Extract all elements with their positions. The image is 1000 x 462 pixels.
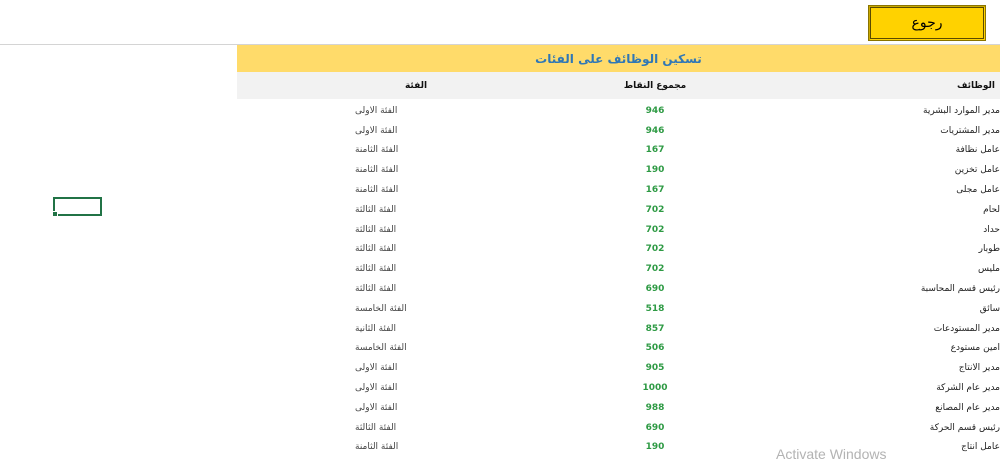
cell-category[interactable]: الفئة الاولى <box>355 383 398 394</box>
table-row[interactable] <box>237 220 1000 240</box>
cell-points[interactable]: 946 <box>645 105 665 116</box>
table-header <box>237 72 1000 99</box>
table-row[interactable] <box>237 121 1000 141</box>
cell-points[interactable]: 190 <box>645 165 665 176</box>
fill-handle[interactable] <box>52 211 58 217</box>
table-row[interactable] <box>237 160 1000 180</box>
table-row[interactable] <box>237 398 1000 418</box>
cell-job[interactable]: رئيس قسم الحركة <box>929 422 1000 433</box>
back-button[interactable]: رجوع <box>868 5 986 41</box>
cell-job[interactable]: مدير المستودعات <box>933 323 1000 334</box>
cell-points[interactable]: 190 <box>645 442 665 453</box>
cell-job[interactable]: حداد <box>983 224 1000 235</box>
table-row[interactable] <box>237 200 1000 220</box>
jobs-table <box>237 45 1000 457</box>
cell-points[interactable]: 905 <box>645 363 665 374</box>
cell-category[interactable]: الفئة الثامنة <box>355 145 399 156</box>
header-category: الفئة <box>404 80 428 91</box>
cell-points[interactable]: 506 <box>645 343 665 354</box>
cell-job[interactable]: طوبار <box>978 244 1000 255</box>
cell-category[interactable]: الفئة الاولى <box>355 402 398 413</box>
cell-job[interactable]: مدير عام الشركة <box>936 383 1000 394</box>
activate-windows-watermark: Activate Windows <box>776 446 887 462</box>
cell-points[interactable]: 702 <box>645 204 665 215</box>
cell-category[interactable]: الفئة الخامسة <box>355 303 407 314</box>
table-body <box>237 99 1000 457</box>
cell-job[interactable]: مدير الانتاج <box>958 363 1000 374</box>
cell-job[interactable]: مدير عام المصانع <box>935 402 1000 413</box>
cell-job[interactable]: عامل نظافة <box>955 145 1000 156</box>
cell-job[interactable]: عامل تخزين <box>954 165 1000 176</box>
cell-points[interactable]: 702 <box>645 224 665 235</box>
table-title-text: تسكين الوظائف على الفئات <box>535 51 702 66</box>
cell-job[interactable]: عامل انتاج <box>961 442 1000 453</box>
cell-points[interactable]: 690 <box>645 284 665 295</box>
cell-points[interactable]: 857 <box>645 323 665 334</box>
cell-points[interactable]: 1000 <box>642 383 668 394</box>
table-row[interactable] <box>237 259 1000 279</box>
selected-cell[interactable] <box>53 197 102 216</box>
cell-category[interactable]: الفئة الثانية <box>355 323 396 334</box>
table-row[interactable] <box>237 101 1000 121</box>
table-row[interactable] <box>237 279 1000 299</box>
cell-points[interactable]: 702 <box>645 264 665 275</box>
table-row[interactable] <box>237 180 1000 200</box>
table-row[interactable] <box>237 299 1000 319</box>
cell-points[interactable]: 167 <box>645 185 665 196</box>
table-row[interactable] <box>237 319 1000 339</box>
cell-category[interactable]: الفئة الثامنة <box>355 165 399 176</box>
table-row[interactable] <box>237 240 1000 260</box>
table-title <box>237 45 1000 72</box>
cell-job[interactable]: عامل مجلى <box>956 185 1000 196</box>
cell-points[interactable]: 702 <box>645 244 665 255</box>
cell-category[interactable]: الفئة الاولى <box>355 363 398 374</box>
cell-job[interactable]: مدير الموارد البشرية <box>923 105 1000 116</box>
cell-job[interactable]: امين مستودع <box>950 343 1000 354</box>
cell-category[interactable]: الفئة الثالثة <box>355 264 397 275</box>
cell-job[interactable]: سائق <box>979 303 1000 314</box>
cell-job[interactable]: لحام <box>983 204 1000 215</box>
cell-job[interactable]: رئيس قسم المحاسبة <box>920 284 1000 295</box>
table-row[interactable] <box>237 141 1000 161</box>
cell-points[interactable]: 946 <box>645 125 665 136</box>
cell-points[interactable]: 518 <box>645 303 665 314</box>
table-row[interactable] <box>237 418 1000 438</box>
cell-category[interactable]: الفئة الثامنة <box>355 442 399 453</box>
cell-category[interactable]: الفئة الاولى <box>355 105 398 116</box>
cell-job[interactable]: مليس <box>978 264 1000 275</box>
table-row[interactable] <box>237 339 1000 359</box>
header-points: مجموع النقاط <box>623 80 687 91</box>
cell-category[interactable]: الفئة الثالثة <box>355 224 397 235</box>
cell-category[interactable]: الفئة الثالثة <box>355 204 397 215</box>
cell-points[interactable]: 167 <box>645 145 665 156</box>
table-row[interactable] <box>237 378 1000 398</box>
table-row[interactable] <box>237 358 1000 378</box>
cell-category[interactable]: الفئة الثامنة <box>355 185 399 196</box>
header-job: الوظائف <box>956 80 995 91</box>
cell-category[interactable]: الفئة الثالثة <box>355 244 397 255</box>
cell-category[interactable]: الفئة الثالثة <box>355 284 397 295</box>
cell-job[interactable]: مدير المشتريات <box>940 125 1000 136</box>
cell-points[interactable]: 988 <box>645 402 665 413</box>
cell-category[interactable]: الفئة الخامسة <box>355 343 407 354</box>
cell-category[interactable]: الفئة الاولى <box>355 125 398 136</box>
cell-category[interactable]: الفئة الثالثة <box>355 422 397 433</box>
cell-points[interactable]: 690 <box>645 422 665 433</box>
